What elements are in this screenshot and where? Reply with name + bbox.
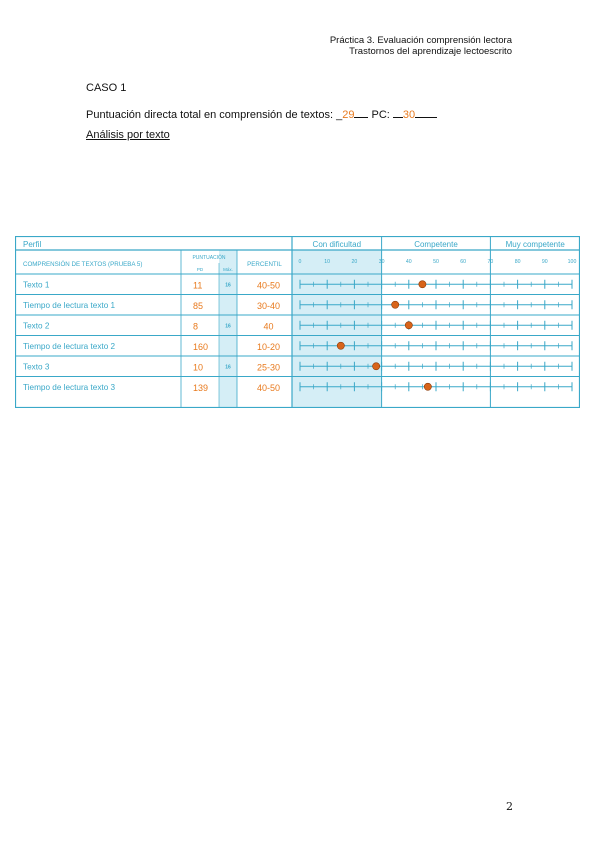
band-label: Competente bbox=[414, 240, 458, 249]
percentile-marker bbox=[337, 342, 344, 349]
pd-value: 85 bbox=[193, 300, 204, 311]
pd-value: 139 bbox=[193, 382, 209, 393]
pd-value: 11 bbox=[193, 280, 203, 291]
band-label: Con dificultad bbox=[312, 240, 362, 249]
scale-tick-label: 90 bbox=[541, 259, 548, 265]
profile-table bbox=[15, 236, 580, 408]
percentile-marker bbox=[419, 281, 426, 288]
percentil-value: 10-20 bbox=[256, 341, 281, 352]
scale-tick-label: 30 bbox=[378, 259, 385, 265]
puntuacion-header: PUNTUACIÓN bbox=[192, 255, 226, 261]
row-label: Tiempo de lectura texto 2 bbox=[23, 341, 116, 351]
percentil-value: 40-50 bbox=[256, 382, 281, 393]
scale-tick-label: 40 bbox=[405, 259, 412, 265]
row-label: Texto 3 bbox=[23, 362, 50, 372]
scale-tick-label: 10 bbox=[324, 259, 331, 265]
percentil-value: 25-30 bbox=[256, 362, 281, 373]
pc-total-value: 30 bbox=[402, 109, 416, 121]
row-label: Tiempo de lectura texto 3 bbox=[23, 382, 116, 392]
scale-tick-label: 80 bbox=[514, 259, 521, 265]
case-title: CASO 1 bbox=[86, 82, 127, 94]
scale-tick-label: 20 bbox=[351, 259, 358, 265]
percentile-marker bbox=[392, 301, 399, 308]
band-label: Muy competente bbox=[505, 240, 565, 249]
percentile-marker bbox=[424, 383, 431, 390]
score-label: Puntuación directa total en comprensión de textos: _ bbox=[86, 109, 343, 121]
pd-value: 160 bbox=[193, 341, 209, 352]
profile-chart bbox=[15, 236, 580, 408]
pd-subheader: PD bbox=[196, 267, 204, 272]
header-practice-title: Práctica 3. Evaluación comprensión lectora bbox=[329, 35, 512, 46]
perfil-label: Perfil bbox=[23, 240, 42, 249]
header-course-title: Trastornos del aprendizaje lectoescrito bbox=[349, 46, 512, 57]
pc-label: PC: bbox=[368, 109, 393, 121]
scale-tick-label: 60 bbox=[460, 259, 467, 265]
row-label: Texto 1 bbox=[23, 280, 50, 290]
underline-blank bbox=[415, 107, 437, 118]
percentile-marker bbox=[373, 363, 380, 370]
column-header: COMPRENSIÓN DE TEXTOS (PRUEBA 5) bbox=[23, 261, 143, 268]
scale-tick-label: 50 bbox=[433, 259, 439, 265]
percentil-header: PERCENTIL bbox=[247, 261, 282, 268]
max-value: 16 bbox=[225, 282, 231, 289]
max-value: 16 bbox=[225, 323, 231, 330]
underline-blank bbox=[354, 107, 368, 118]
analysis-title: Análisis por texto bbox=[86, 129, 170, 141]
score-line bbox=[86, 107, 437, 121]
percentile-marker bbox=[405, 322, 412, 329]
pd-value: 10 bbox=[193, 362, 204, 373]
scale-tick-label: 70 bbox=[487, 259, 494, 265]
percentil-value: 30-40 bbox=[256, 300, 281, 311]
scale-tick-label: 100 bbox=[567, 259, 577, 265]
percentil-value: 40-50 bbox=[256, 280, 281, 291]
row-label: Tiempo de lectura texto 1 bbox=[23, 300, 116, 310]
underline-blank bbox=[393, 107, 403, 118]
row-label: Texto 2 bbox=[23, 321, 50, 331]
max-subheader: Máx. bbox=[223, 267, 233, 272]
scale-tick-label: 0 bbox=[298, 259, 302, 265]
max-value: 16 bbox=[225, 364, 231, 371]
percentil-value: 40 bbox=[263, 321, 274, 332]
pd-total-value: 29 bbox=[342, 109, 355, 121]
page-number: 2 bbox=[506, 800, 513, 813]
pd-value: 8 bbox=[193, 321, 199, 332]
